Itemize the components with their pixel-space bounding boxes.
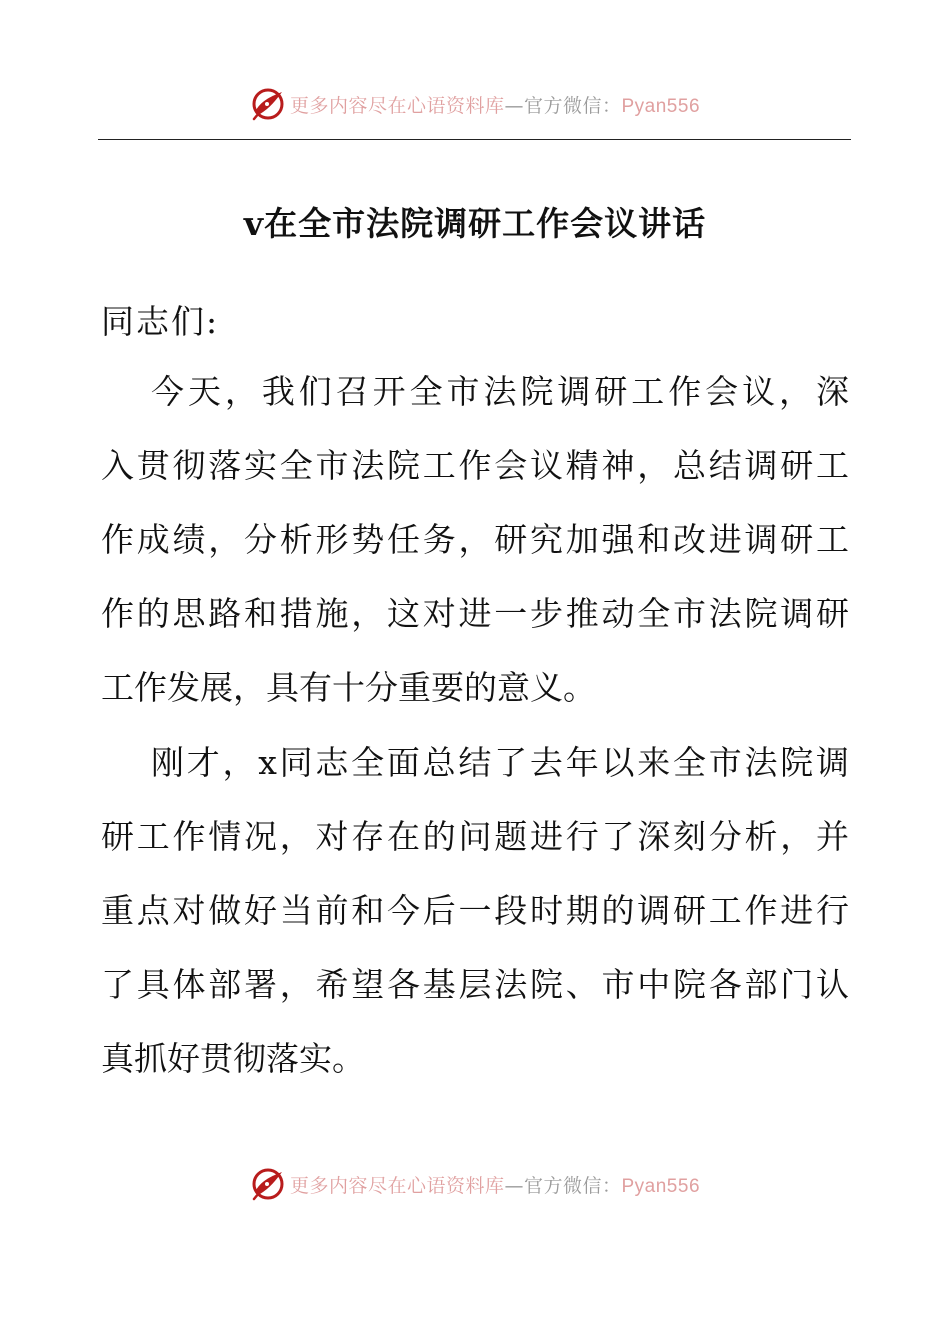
footer-separator: —: [504, 1174, 524, 1197]
document-title: v在全市法院调研工作会议讲话: [243, 204, 707, 243]
paragraph-line: 作的思路和措施，这对进一步推动全市法院调研: [101, 594, 849, 633]
paragraph-2: [101, 726, 849, 1096]
header-separator: —: [504, 94, 524, 117]
header-banner: [0, 82, 950, 126]
pen-nib-logo-icon: [250, 86, 286, 122]
paragraph-line: 真抓好贯彻落实。: [101, 1039, 365, 1078]
pen-nib-logo-icon: [250, 1166, 286, 1202]
salutation: 同志们:: [101, 302, 220, 341]
paragraph-line: 今天，我们召开全市法院调研工作会议，深: [151, 372, 849, 411]
footer-wechat-id: Pyan556: [621, 1175, 701, 1197]
paragraph-line: 工作发展，具有十分重要的意义。: [101, 668, 596, 707]
header-wechat-id: Pyan556: [621, 95, 701, 117]
paragraph-line: 研工作情况，对存在的问题进行了深刻分析，并: [101, 817, 849, 856]
header-divider: [98, 139, 851, 140]
header-slogan: 更多内容尽在心语资料库: [289, 94, 505, 117]
paragraph-line: 入贯彻落实全市法院工作会议精神，总结调研工: [101, 446, 849, 485]
paragraph-1: [101, 355, 849, 725]
footer-wechat-label: 官方微信：: [523, 1174, 622, 1197]
paragraph-line: 刚才，x同志全面总结了去年以来全市法院调: [151, 743, 849, 782]
paragraph-line: 重点对做好当前和今后一段时期的调研工作进行: [101, 891, 849, 930]
paragraph-line: 了具体部署，希望各基层法院、市中院各部门认: [101, 965, 849, 1004]
header-wechat-label: 官方微信：: [523, 94, 622, 117]
footer-slogan: 更多内容尽在心语资料库: [289, 1174, 505, 1197]
paragraph-line: 作成绩，分析形势任务，研究加强和改进调研工: [101, 520, 849, 559]
footer-banner: [0, 1162, 950, 1206]
